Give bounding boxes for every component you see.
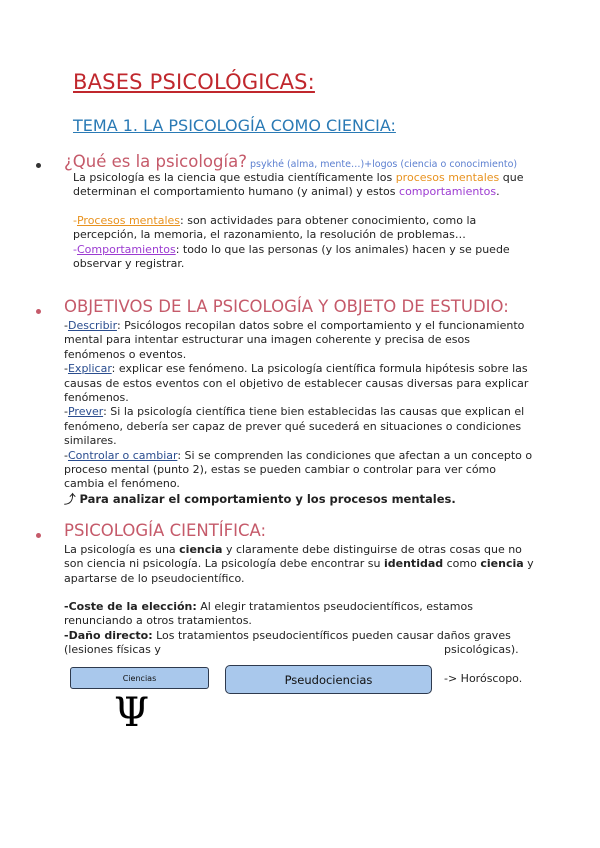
objective-item: -Prever: Si la psicología científica tiene bien establecidas las causas que explican el fenómeno, debería ser capaz de prever qué sucederá en situaciones o condiciones similares. — [64, 405, 525, 448]
objective-item: -Controlar o cambiar: Si se comprenden las condiciones que afectan a un concepto o proceso mental (punto 2), estas se pueden cambiar o controlar para ver cómo cambia el fenómeno. — [64, 448, 533, 491]
horoscopo-note: -> Horóscopo. — [444, 672, 523, 685]
coste-eleccion: -Coste de la elección: Al elegir tratamientos pseudocientíficos, estamos renunciando a otros tratamientos. — [64, 600, 473, 628]
dano-directo: -Daño directo: Los tratamientos pseudocientíficos pueden causar daños graves — [64, 629, 511, 642]
dano-directo-cont-right: psicológicas). — [444, 643, 519, 656]
topic-title: TEMA 1. LA PSICOLOGÍA COMO CIENCIA: — [73, 116, 396, 135]
definition-comportamientos: -Comportamientos: todo lo que las personas (y los animales) hacen y se puede observar y registrar. — [73, 243, 510, 271]
page-title: BASES PSICOLÓGICAS: — [73, 70, 315, 94]
psi-symbol: Ψ — [114, 690, 150, 736]
bullet-dot — [36, 309, 41, 314]
section1-definition: La psicología es la ciencia que estudia científicamente los procesos mentales que determinan el comportamiento humano (y animal) y estos comportamientos. — [73, 171, 524, 199]
pseudociencias-box: Pseudociencias — [225, 665, 432, 694]
bullet-dot — [36, 163, 41, 168]
objective-item: -Describir: Psicólogos recopilan datos sobre el comportamiento y el funcionamiento mental para intentar estructurar una imagen coherente y precisa de esos fenómenos o eventos. — [64, 319, 525, 361]
section1-heading-text: ¿Qué es la psicología? — [64, 152, 247, 171]
section3-heading: PSICOLOGÍA CIENTÍFICA: — [64, 521, 267, 540]
etymology-note: psykhé (alma, mente…)+logos (ciencia o conocimiento) — [246, 159, 518, 170]
objective-item: -Explicar: explicar ese fenómeno. La psicología científica formula hipótesis sobre las causas de estos eventos con el objetivo de establecer causas diversas para explicar fenómenos. — [64, 362, 529, 405]
ciencias-box: Ciencias — [70, 667, 209, 689]
term-explicar: Explicar — [67, 362, 112, 376]
term-procesos-mentales: procesos mentales — [395, 171, 500, 184]
term-comportamientos: comportamientos — [399, 185, 497, 199]
section2-heading: OBJETIVOS DE LA PSICOLOGÍA Y OBJETO DE ESTUDIO: — [64, 297, 509, 316]
definition-procesos: -Procesos mentales: son actividades para obtener conocimiento, como la percepción, la memoria, el razonamiento, la resolución de problemas… — [73, 214, 477, 242]
bullet-dot — [36, 533, 41, 538]
dano-directo-cont-left: (lesiones físicas y — [64, 643, 161, 656]
objectives-conclusion: ⤴ Para analizar el comportamiento y los procesos mentales. — [64, 492, 456, 506]
section1-heading — [64, 152, 517, 171]
section3-paragraph: La psicología es una ciencia y claramente debe distinguirse de otras cosas que no son ciencia ni psicología. La psicología debe encontrar su identidad como ciencia y apartarse de lo pseudocientífico. — [64, 543, 534, 585]
term-controlar: Controlar o cambiar — [67, 448, 178, 462]
term-prever: Prever — [67, 405, 104, 419]
term-describir: Describir — [67, 319, 117, 332]
objectives-list — [64, 319, 534, 492]
